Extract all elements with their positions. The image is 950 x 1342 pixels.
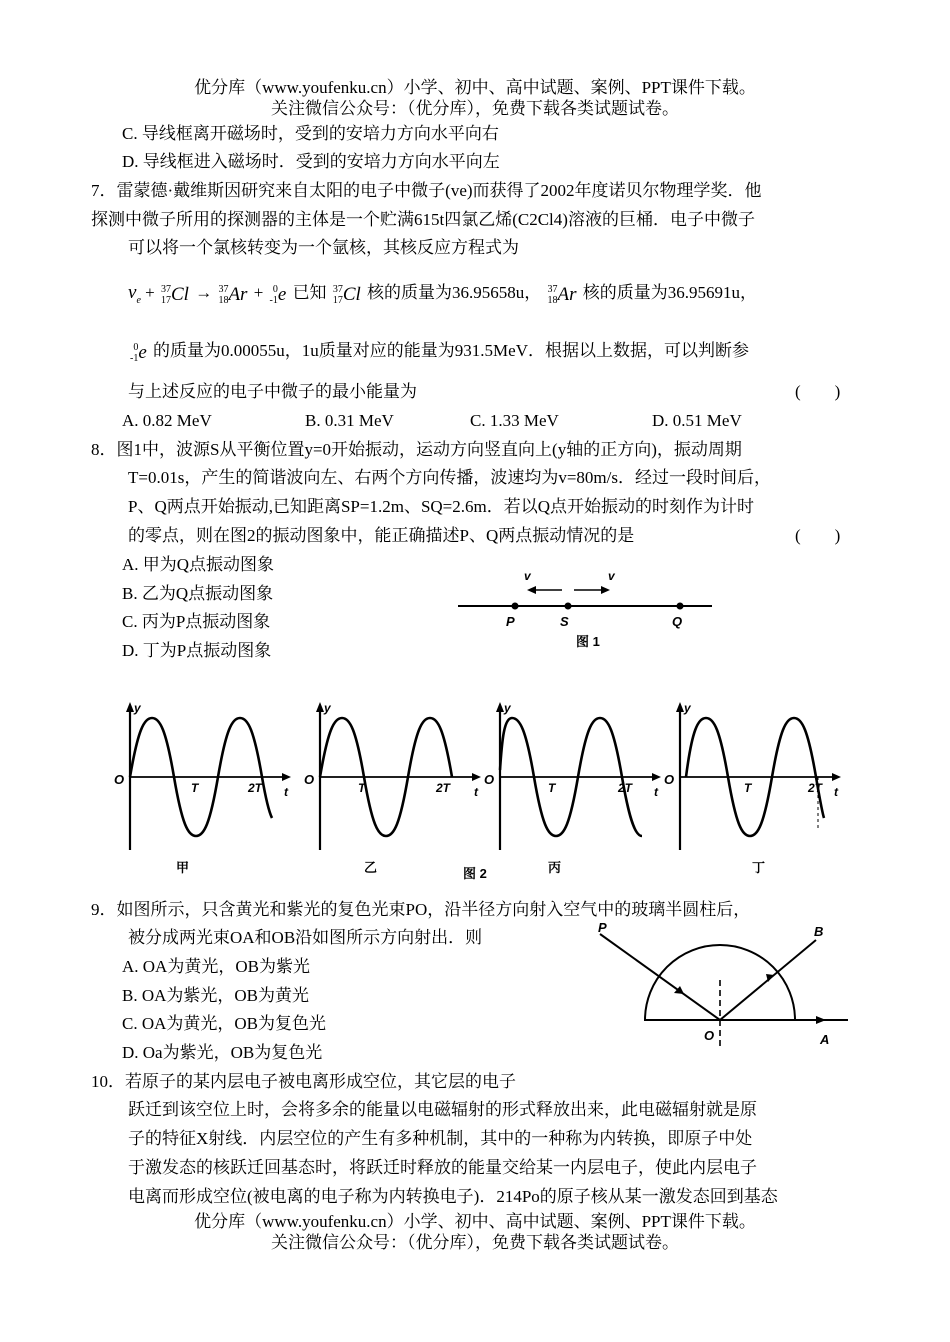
- footer-line-1: 优分库（www.youfenku.cn）小学、初中、高中试题、案例、PPT课件下载。: [194, 1212, 756, 1231]
- q10-line-1: 10．若原子的某内层电子被电离形成空位，其它层的电子: [91, 1072, 516, 1091]
- y-label: y: [684, 701, 691, 715]
- q7-line-6: 与上述反应的电子中微子的最小能量为: [128, 382, 417, 401]
- q8-line-1: 8．图1中，波源S从平衡位置y=0开始振动，运动方向竖直向上(y轴的正方向)，振动周期: [91, 440, 742, 459]
- q7-equation: $v_e$ + 37 17 Cl → 37 18 Ar + 0 -1 e 已知 37 17 Cl 核的质量为36.95658u， 37 18 Ar 核的质量为36.95691u，: [128, 282, 758, 306]
- q8-option-a: A. 甲为Q点振动图象: [122, 555, 275, 574]
- q9-option-b: B. OA为紫光，OB为黄光: [122, 986, 310, 1005]
- v-right-label: v: [608, 569, 615, 583]
- q7-line-5: [128, 338, 749, 366]
- q7-line-2: 探测中微子所用的探测器的主体是一个贮满615t四氯乙烯(C2Cl4)溶液的巨桶．电子中微子: [91, 210, 755, 229]
- tick-2t: 2T: [618, 781, 633, 795]
- q8-option-d: D. 丁为P点振动图象: [122, 641, 272, 660]
- q7-option-c: C. 1.33 MeV: [470, 411, 559, 430]
- q7-bracket: ( ): [795, 382, 841, 401]
- graph-name-jia: 甲: [176, 860, 190, 875]
- q8-line-2: T=0.01s，产生的简谐波向左、右两个方向传播，波速均为v=80m/s．经过一段时间后，: [128, 468, 771, 487]
- cl37-nuclide-2: 37 17 Cl: [332, 283, 361, 306]
- tick-t: T: [191, 781, 199, 795]
- q7-option-b: B. 0.31 MeV: [305, 411, 394, 430]
- q8-line-4: 的零点，则在图2的振动图象中，能正确描述P、Q两点振动情况的是: [128, 526, 635, 545]
- origin-label: O: [114, 772, 125, 787]
- p-label: P: [506, 614, 515, 629]
- point-q: [677, 603, 684, 610]
- label-b: B: [814, 924, 824, 939]
- tick-2t: 2T: [436, 781, 451, 795]
- label-p: P: [598, 920, 607, 935]
- tick-2t: 2T: [248, 781, 263, 795]
- point-p: [512, 603, 519, 610]
- q9-option-d: D. Oa为紫光，OB为复色光: [122, 1043, 323, 1062]
- q7-e-mass: 的质量为0.00055u，1u质量对应的能量为931.5MeV．根据以上数据，可以判断参: [153, 341, 749, 360]
- graph-name-yi: 乙: [364, 860, 378, 875]
- fig1-caption: 图 1: [576, 634, 600, 649]
- y-label: y: [504, 701, 511, 715]
- header-line-2: 关注微信公众号：（优分库），免费下载各类试题试卷。: [271, 99, 679, 118]
- tick-t: T: [358, 781, 366, 795]
- graph-name-ding: 丁: [752, 860, 766, 875]
- tick-t: T: [548, 781, 556, 795]
- ar37-nuclide-2: 37 18 Ar: [547, 283, 577, 306]
- label-o: O: [704, 1028, 715, 1043]
- q7-option-d: D. 0.51 MeV: [652, 411, 742, 430]
- header-line-1: 优分库（www.youfenku.cn）小学、初中、高中试题、案例、PPT课件下载。: [194, 78, 756, 97]
- graph-jia: [114, 701, 291, 875]
- t-label: t: [284, 785, 288, 799]
- q9-line-2: 被分成两光束OA和OB沿如图所示方向射出．则: [128, 928, 483, 947]
- cl37-nuclide: 37 17 Cl: [160, 283, 189, 306]
- q8-option-b: B. 乙为Q点振动图象: [122, 584, 274, 603]
- q10-line-3: 子的特征X射线．内层空位的产生有多种机制，其中的一种称为内转换，即原子中处: [128, 1129, 753, 1148]
- s-label: S: [560, 614, 569, 629]
- q6-option-c: C. 导线框离开磁场时，受到的安培力方向水平向右: [122, 124, 499, 143]
- q-label: Q: [672, 614, 683, 629]
- y-label: y: [324, 701, 331, 715]
- q10-line-5: 电离而形成空位(被电离的电子称为内转换电子)．214Po的原子核从某一激发态回到基态: [128, 1187, 778, 1206]
- t-label: t: [834, 785, 838, 799]
- graph-yi: [304, 701, 481, 875]
- q7-known-label: 已知: [292, 283, 327, 302]
- v-left-label: v: [524, 569, 531, 583]
- tick-t: T: [744, 781, 752, 795]
- fig2-caption: 图 2: [463, 866, 487, 881]
- y-label: y: [134, 701, 141, 715]
- q7-line-1: 7．雷蒙德·戴维斯因研究来自太阳的电子中微子(ve)而获得了2002年度诺贝尔物理学奖．他: [91, 181, 762, 200]
- q10-line-4: 于激发态的核跃迁回基态时，将跃迁时释放的能量交给某一内层电子，使此内层电子: [128, 1158, 757, 1177]
- ar37-nuclide: 37 18 Ar: [218, 283, 248, 306]
- q8-bracket: ( ): [795, 526, 841, 545]
- label-a: A: [820, 1032, 830, 1047]
- q7-line-3: 可以将一个氯核转变为一个氩核，其核反应方程式为: [128, 238, 519, 257]
- q7-cl-mass: 核的质量为36.95658u，: [367, 283, 542, 302]
- figure-1-wave-line: [450, 560, 720, 660]
- graph-bing: [484, 701, 661, 875]
- electron-symbol-2: 0 -1 e: [130, 341, 147, 364]
- q9-option-c: C. OA为黄光，OB为复色光: [122, 1014, 327, 1033]
- q9-option-a: A. OA为黄光，OB为紫光: [122, 957, 310, 976]
- q10-line-2: 跃迁到该空位上时，会将多余的能量以电磁辐射的形式释放出来，此电磁辐射就是原: [128, 1100, 757, 1119]
- t-label: t: [654, 785, 658, 799]
- q8-line-3: P、Q两点开始振动,已知距离SP=1.2m、SQ=2.6m．若以Q点开始振动的时刻作为计时: [128, 497, 755, 516]
- q9-line-1: 9．如图所示，只含黄光和紫光的复色光束PO，沿半径方向射入空气中的玻璃半圆柱后，: [91, 900, 751, 919]
- t-label: t: [474, 785, 478, 799]
- tick-2t: 2T: [808, 781, 823, 795]
- figure-2-graphs: [108, 700, 848, 885]
- footer-line-2: 关注微信公众号：（优分库），免费下载各类试题试卷。: [271, 1233, 679, 1252]
- electron-symbol: 0 -1 e: [269, 283, 287, 306]
- graph-name-bing: 丙: [548, 860, 562, 875]
- point-s: [565, 603, 572, 610]
- graph-ding: [664, 701, 841, 875]
- q7-ar-mass: 核的质量为36.95691u，: [582, 283, 758, 302]
- q6-option-d: D. 导线框进入磁场时．受到的安培力方向水平向左: [122, 152, 500, 171]
- q7-option-a: A. 0.82 MeV: [122, 411, 212, 430]
- origin-label: O: [484, 772, 495, 787]
- origin-label: O: [664, 772, 675, 787]
- q9-semicircle-figure: [590, 918, 855, 1053]
- q8-option-c: C. 丙为P点振动图象: [122, 612, 271, 631]
- origin-label: O: [304, 772, 315, 787]
